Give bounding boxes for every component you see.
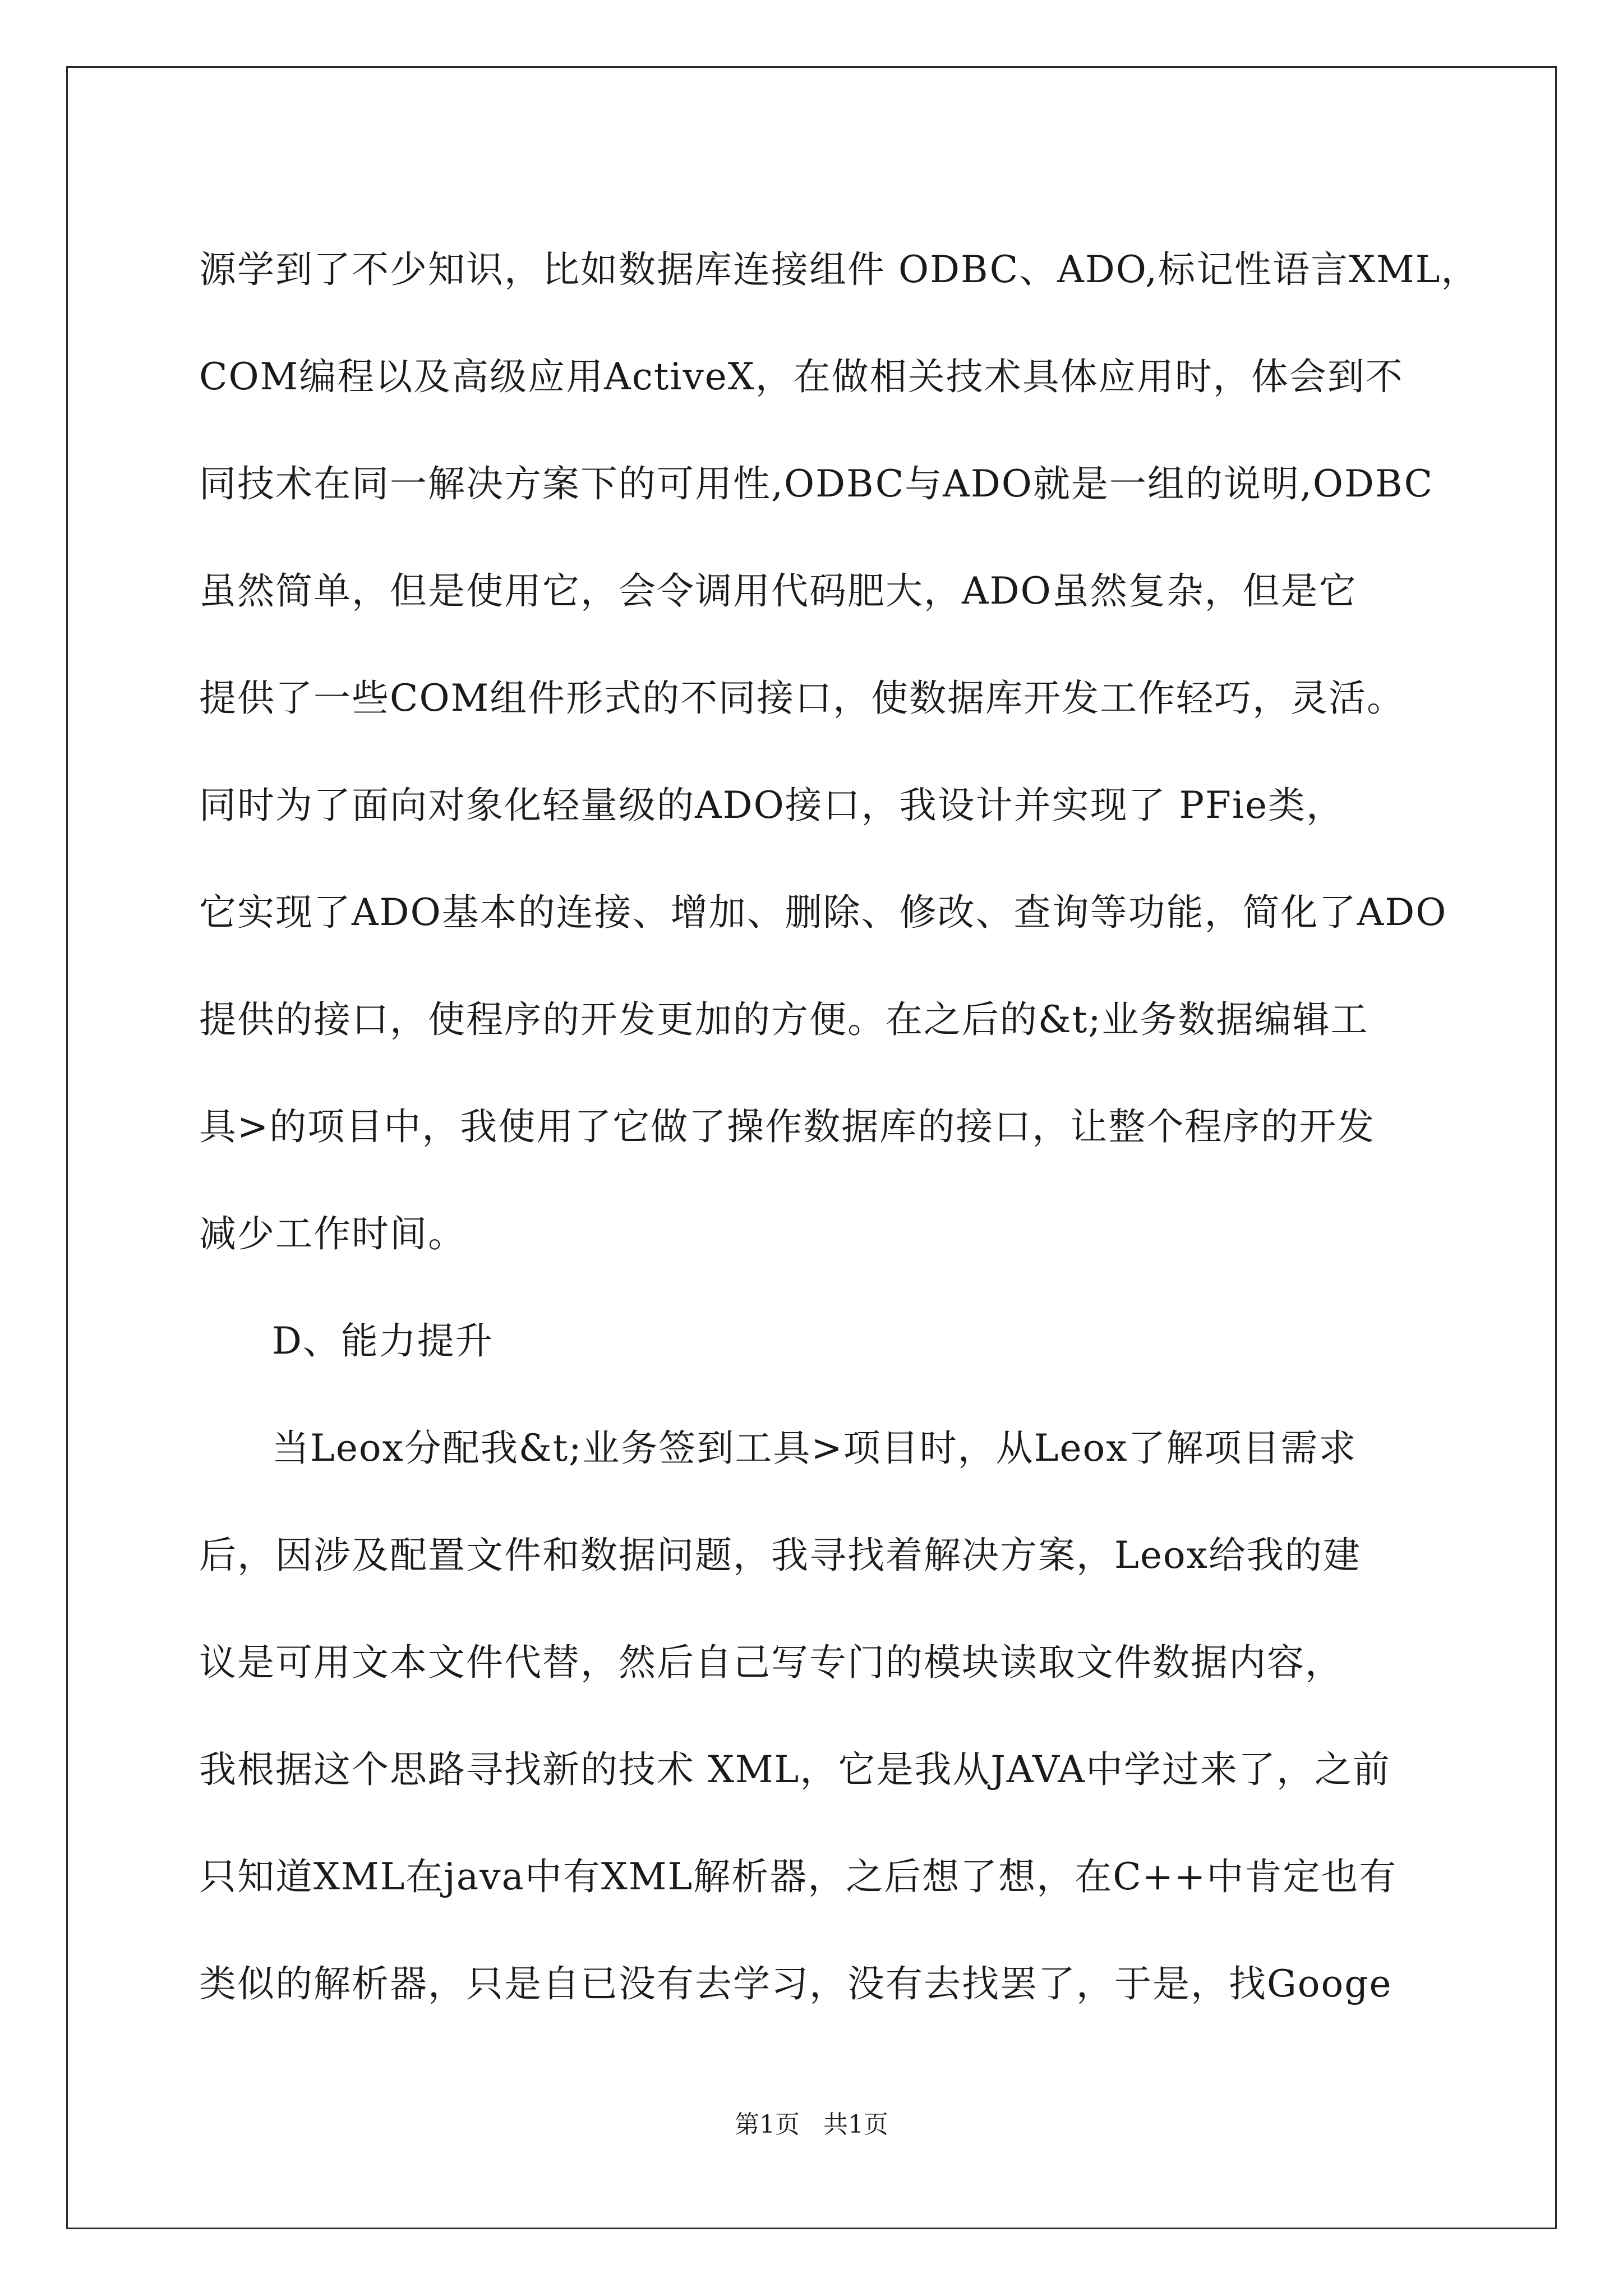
text-line: 它实现了ADO基本的连接、增加、删除、修改、查询等功能，简化了ADO <box>199 891 1447 934</box>
section-heading: D、能力提升 <box>272 1319 494 1363</box>
text-line: 同技术在同一解决方案下的可用性,ODBC与ADO就是一组的说明,ODBC <box>199 462 1434 505</box>
text-line: 虽然简单，但是使用它，会令调用代码肥大，ADO虽然复杂，但是它 <box>199 569 1357 613</box>
text-line: 提供了一些COM组件形式的不同接口，使数据库开发工作轻巧，灵活。 <box>199 677 1405 720</box>
text-line: 同时为了面向对象化轻量级的ADO接口，我设计并实现了 PFie类， <box>199 784 1345 827</box>
text-line: COM编程以及高级应用ActiveX，在做相关技术具体应用时，体会到不 <box>199 355 1404 398</box>
text-line: 类似的解析器，只是自已没有去学习，没有去找罢了，于是，找Googe <box>199 1962 1393 2005</box>
page-number-footer: 第1页 共1页 <box>735 2110 888 2139</box>
text-line: 具>的项目中，我使用了它做了操作数据库的接口，让整个程序的开发 <box>199 1105 1376 1148</box>
text-line: 议是可用文本文件代替，然后自己写专门的模块读取文件数据内容， <box>199 1641 1343 1684</box>
text-line: 当Leox分配我&t;业务签到工具>项目时，从Leox了解项目需求 <box>272 1427 1357 1470</box>
text-line: 提供的接口，使程序的开发更加的方便。在之后的&t;业务数据编辑工 <box>199 998 1369 1041</box>
text-line: 减少工作时间。 <box>199 1212 466 1255</box>
text-line: 后，因涉及配置文件和数据问题，我寻找着解决方案，Leox给我的建 <box>199 1534 1361 1577</box>
text-line: 我根据这个思路寻找新的技术 XML，它是我从JAVA中学过来了，之前 <box>199 1748 1391 1791</box>
text-line: 源学到了不少知识，比如数据库连接组件 ODBC、ADO,标记性语言XML， <box>199 248 1479 291</box>
document-body <box>199 216 1479 2037</box>
text-line: 只知道XML在java中有XML解析器，之后想了想，在C++中肯定也有 <box>199 1855 1398 1898</box>
